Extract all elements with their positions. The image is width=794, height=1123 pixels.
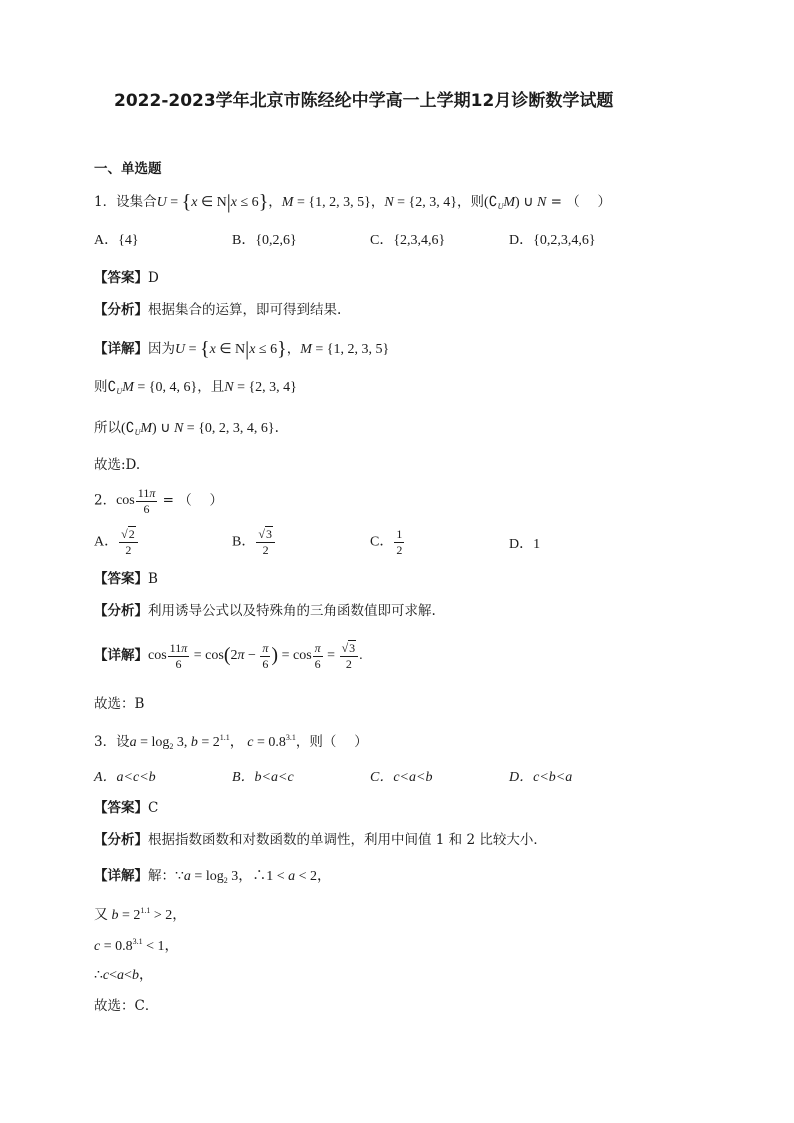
- set-n-expression: N = {2, 3, 4}: [384, 195, 457, 210]
- question-3-stem: [94, 734, 368, 751]
- q2-option-b: B． $\frac{√3}{2}$: [232, 528, 276, 556]
- complement-expression: $∁_UM = \{0$, 4, 6}: [107, 380, 198, 396]
- analysis-text: 利用诱导公式以及特殊角的三角函数值即可求解.: [148, 603, 436, 619]
- set-u-expression: U = {x ∈ N|x ≤ 6}: [156, 191, 269, 213]
- question-1-connector: ，则: [457, 194, 484, 210]
- q3-option-c: C．c<a<b: [370, 770, 433, 785]
- detail-text: 则: [94, 379, 108, 395]
- q3-detail-line-3: $c = 0.8^{3.1} < 1$，: [94, 937, 179, 954]
- q3-option-d: D．c<b<a: [509, 770, 573, 785]
- detail-label: 【详解】: [94, 647, 148, 664]
- analysis-label: 【分析】: [94, 832, 148, 848]
- set-m-expression: M = {1, 2, 3, 5}: [281, 195, 371, 210]
- log-range: ∵a = $\log_2 3$，∴1 < a < 2，: [175, 869, 332, 885]
- question-3-number: 3．设: [94, 734, 130, 750]
- q1-answer: [94, 272, 159, 286]
- answer-value: B: [148, 571, 158, 587]
- union-expression: $(∁_UM)$ ∪ N = {0, 2, 3, 4, 6}: [121, 421, 275, 437]
- detail-set-n: N = {2, 3, 4}: [224, 380, 297, 395]
- q1-detail-line-3: 所以$(∁_UM)$ ∪ N = {0, 2, 3, 4, 6}.: [94, 420, 279, 437]
- detail-text: 因为: [148, 341, 175, 357]
- answer-label: 【答案】: [94, 270, 148, 286]
- answer-label: 【答案】: [94, 800, 148, 816]
- question-1-stem: 1．设集合U = {x ∈ N|x ≤ 6}，M = {1, 2, 3, 5}，N = {2, 3, 4}，则$(∁_UM)$ ∪ N = （ ）: [94, 191, 611, 213]
- detail-set-m: M = {1, 2, 3, 5}: [300, 342, 390, 357]
- question-1-blank: = （ ）: [546, 194, 611, 210]
- q2-option-a: A． $\frac{√2}{2}$: [94, 528, 139, 556]
- q2-conclusion: 故选：B: [94, 696, 145, 712]
- q3-answer: [94, 802, 158, 816]
- q3-detail-line-4: ∴c<a<b，: [94, 968, 153, 983]
- analysis-label: 【分析】: [94, 302, 148, 318]
- q1-analysis: [94, 304, 341, 318]
- q1-option-a: A．{4}: [94, 233, 139, 248]
- page-title: 2022-2023学年北京市陈经纶中学高一上学期12月诊断数学试题: [114, 91, 614, 111]
- q1-conclusion: 故选:D.: [94, 457, 141, 473]
- q2-option-d: D．1: [509, 537, 541, 552]
- q1-option-c: C．{2,3,4,6}: [370, 233, 446, 248]
- detail-text: 解：: [148, 868, 175, 884]
- detail-equation: cos $\frac{11\pi}{6}$ = cos(2π − $\frac{\pi}{6}$ ) = cos $\frac{\pi}{6}$ = $\frac{√3}{2}$ .: [148, 641, 363, 671]
- q2-analysis: [94, 605, 436, 619]
- question-1-expression: $(∁_UM)$ ∪ N: [484, 195, 547, 211]
- analysis-text: 根据集合的运算，即可得到结果.: [148, 302, 342, 318]
- question-1-number: 1．设集合: [94, 194, 157, 210]
- detail-text: ，且: [197, 379, 225, 395]
- abc-definition: $a = \log_2 3$, $b = 2^{1.1}$， $c = 0.8^{3.1}$: [129, 733, 296, 751]
- q3-detail-line-1: [94, 870, 331, 885]
- analysis-label: 【分析】: [94, 603, 148, 619]
- detail-text: 所以: [94, 420, 121, 436]
- answer-value: C: [148, 800, 159, 816]
- answer-value: D: [148, 270, 159, 286]
- q2-detail: [94, 642, 363, 670]
- q3-detail-line-2: 又 $b = 2^{1.1} > 2$，: [94, 906, 187, 923]
- section-heading: 一、单选题: [94, 161, 162, 177]
- question-2-blank: = （ ）: [158, 492, 224, 509]
- answer-label: 【答案】: [94, 571, 148, 587]
- q1-option-b: B．{0,2,6}: [232, 233, 297, 248]
- q1-detail-line-2: [94, 381, 297, 396]
- cos-expression: cos $\frac{11\pi}{6}$: [116, 486, 156, 516]
- q3-option-a: A．a<c<b: [94, 770, 156, 785]
- q3-option-b: B．b<a<c: [232, 770, 294, 785]
- q1-detail-line-1: 【详解】因为U = {x ∈ N|x ≤ 6}，M = {1, 2, 3, 5}: [94, 338, 390, 360]
- analysis-text: 根据指数函数和对数函数的单调性，利用中间值 1 和 2 比较大小．: [148, 832, 547, 848]
- q3-analysis: [94, 834, 547, 848]
- question-2-number: 2．: [94, 492, 117, 509]
- detail-label: 【详解】: [94, 868, 148, 884]
- q1-option-d: D．{0,2,3,4,6}: [509, 233, 596, 248]
- q2-option-c: C． $\frac{1}{2}$: [370, 527, 403, 557]
- detail-set-u: U = {x ∈ N|x ≤ 6}: [175, 338, 287, 360]
- q2-answer: [94, 573, 158, 587]
- q3-conclusion: 故选：C．: [94, 998, 159, 1014]
- detail-label: 【详解】: [94, 341, 148, 357]
- question-2-stem: [94, 487, 223, 515]
- question-3-blank: ，则（ ）: [295, 734, 368, 750]
